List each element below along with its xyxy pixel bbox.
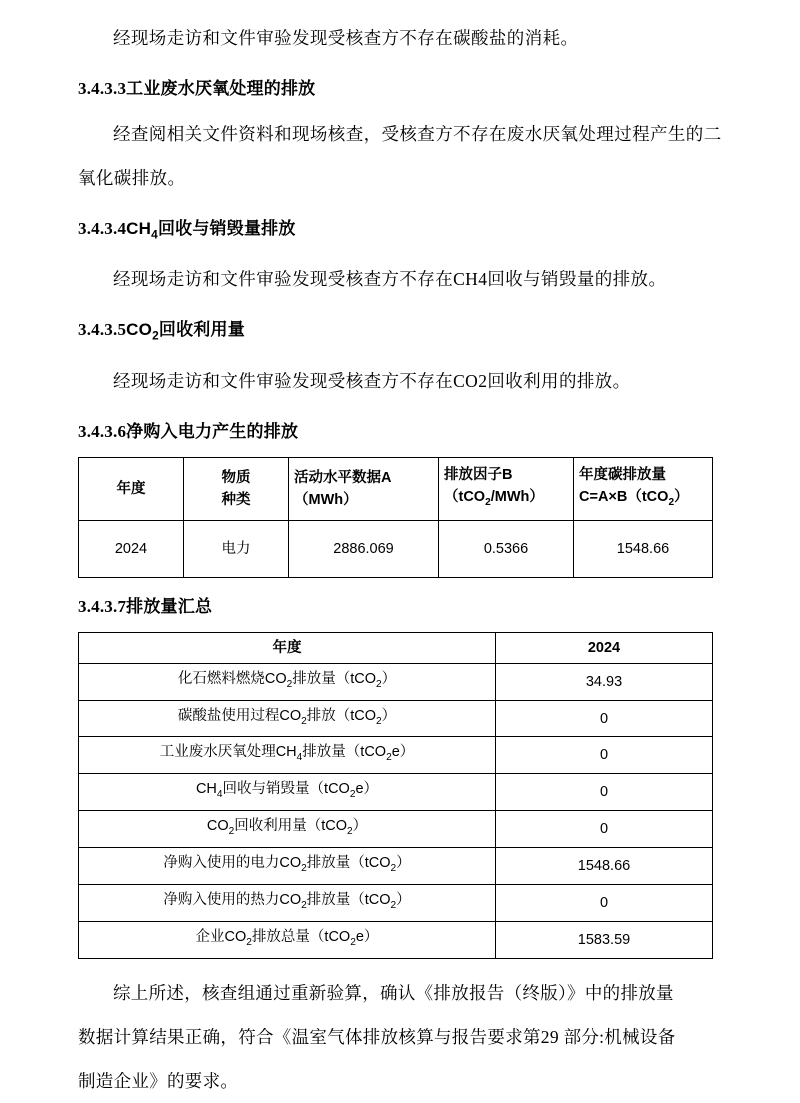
closing-paragraph [78, 971, 722, 1103]
label-subscript: 2 [390, 899, 397, 911]
heading-number: 3.4.3.4 [78, 219, 127, 238]
label-subscript: 2 [376, 678, 382, 690]
label-subscript: 2 [301, 863, 307, 875]
label-subscript: 4 [296, 752, 303, 764]
cell-value: 0 [496, 737, 713, 774]
table-electricity-emissions [78, 457, 713, 578]
table-row [79, 700, 713, 737]
cell-emission: 1548.66 [574, 520, 713, 577]
col-header-2024: 2024 [496, 632, 713, 663]
table-emission-summary [78, 632, 713, 959]
table-row [79, 811, 713, 848]
paragraph-carbonate: 经现场走访和文件审验发现受核查方不存在碳酸盐的消耗。 [113, 28, 579, 48]
document-content [78, 16, 722, 1103]
col-header-year: 年度 [79, 457, 184, 520]
cell-value: 0 [496, 811, 713, 848]
cell-value: 1583.59 [496, 921, 713, 958]
label-subscript: 2 [349, 789, 356, 801]
heading-text-pre: CO [126, 320, 153, 340]
col-header-activity: 活动水平数据A（MWh） [289, 457, 439, 520]
label-subscript: 2 [301, 715, 307, 727]
label-subscript: 2 [350, 936, 356, 948]
cell-label: 净购入使用的热力$CO_2$排放量（tCO$_2$） [79, 885, 496, 922]
heading-text-post: 回收与销毁量排放 [157, 219, 296, 238]
cell-value: 0 [496, 885, 713, 922]
col-header-year: 年度 [79, 632, 496, 663]
heading-3-4-3-6 [78, 413, 722, 451]
cell-value: 1548.66 [496, 848, 713, 885]
cell-value: 34.93 [496, 663, 713, 700]
heading-3-4-3-4 [78, 210, 722, 253]
label-subscript: 2 [301, 899, 307, 911]
heading-subscript: 4 [151, 227, 158, 242]
table-header-row [79, 457, 713, 520]
label-subscript: 2 [386, 752, 392, 764]
table-row [79, 663, 713, 700]
cell-label: 碳酸盐使用过程$CO_2$排放（tCO$_2$） [79, 700, 496, 737]
table-row [79, 848, 713, 885]
cell-label: 化石燃料燃烧$CO_2$排放量（tCO$_2$） [79, 663, 496, 700]
heading-number: 3.4.3.3 [78, 79, 127, 98]
cell-label: $CO_2$回收利用量（tCO$_2$） [79, 811, 496, 848]
col-header-factor: 排放因子B（tCO$_2$/MWh） [439, 457, 574, 520]
heading-text: 净购入电力产生的排放 [126, 421, 299, 441]
closing-line-1: 综上所述，核查组通过重新验算，确认《排放报告（终版）》中的排放量 [113, 982, 674, 1003]
label-subscript: 2 [376, 715, 382, 727]
cell-value: 0 [496, 774, 713, 811]
cell-activity: 2886.069 [289, 520, 439, 577]
paragraph-co2-recovery: 经现场走访和文件审验发现受核查方不存在CO2回收利用的排放。 [113, 370, 631, 391]
heading-3-4-3-3 [78, 70, 722, 108]
heading-text: 排放量汇总 [126, 596, 213, 616]
label-subscript: 2 [286, 678, 293, 690]
cell-label: $CH_4$回收与销毁量（tCO$_2$e） [79, 774, 496, 811]
paragraph-anaerobic: 经查阅相关文件资料和现场核查，受核查方不存在废水厌氧处理过程产生的二氧化碳排放。 [78, 124, 722, 188]
heading-text-pre: CH [126, 219, 152, 238]
table-row [79, 921, 713, 958]
label-subscript: 4 [216, 789, 223, 801]
heading-3-4-3-5 [78, 311, 722, 354]
table-row [79, 520, 713, 577]
heading-number: 3.4.3.5 [78, 320, 127, 340]
cell-year: 2024 [79, 520, 184, 577]
cell-label: 净购入使用的电力$CO_2$排放量（tCO$_2$） [79, 848, 496, 885]
cell-label: 企业$CO_2$排放总量（tCO$_2$e） [79, 921, 496, 958]
cell-factor: 0.5366 [439, 520, 574, 577]
paragraph-ch4-recovery: 经现场走访和文件审验发现受核查方不存在CH4回收与销毁量的排放。 [113, 269, 667, 290]
heading-subscript: 2 [152, 328, 159, 343]
cell-label: 工业废水厌氧处理$CH_4$排放量（tCO$_2$e） [79, 737, 496, 774]
closing-line-2: 数据计算结果正确，符合《温室气体排放核算与报告要求第29 部分:机械设备 [78, 1026, 676, 1047]
label-subscript: 2 [347, 826, 353, 838]
label-subscript: 2 [390, 863, 397, 875]
closing-line-3: 制造企业》的要求。 [78, 1070, 239, 1091]
cell-category: 电力 [184, 520, 289, 577]
heading-text-post: 回收利用量 [158, 320, 245, 340]
table-row [79, 774, 713, 811]
heading-number: 3.4.3.6 [78, 421, 127, 441]
heading-3-4-3-7 [78, 588, 722, 626]
table-row [79, 737, 713, 774]
heading-text: 工业废水厌氧处理的排放 [126, 79, 316, 98]
table-header-row [79, 632, 713, 663]
col-header-category: 物质 种类 [184, 457, 289, 520]
cell-value: 0 [496, 700, 713, 737]
label-subscript: 2 [228, 826, 235, 838]
label-subscript: 2 [246, 936, 252, 948]
table-row [79, 885, 713, 922]
heading-number: 3.4.3.7 [78, 596, 127, 616]
col-header-emission: 年度碳排放量C=A×B（tCO$_2$） [574, 457, 713, 520]
